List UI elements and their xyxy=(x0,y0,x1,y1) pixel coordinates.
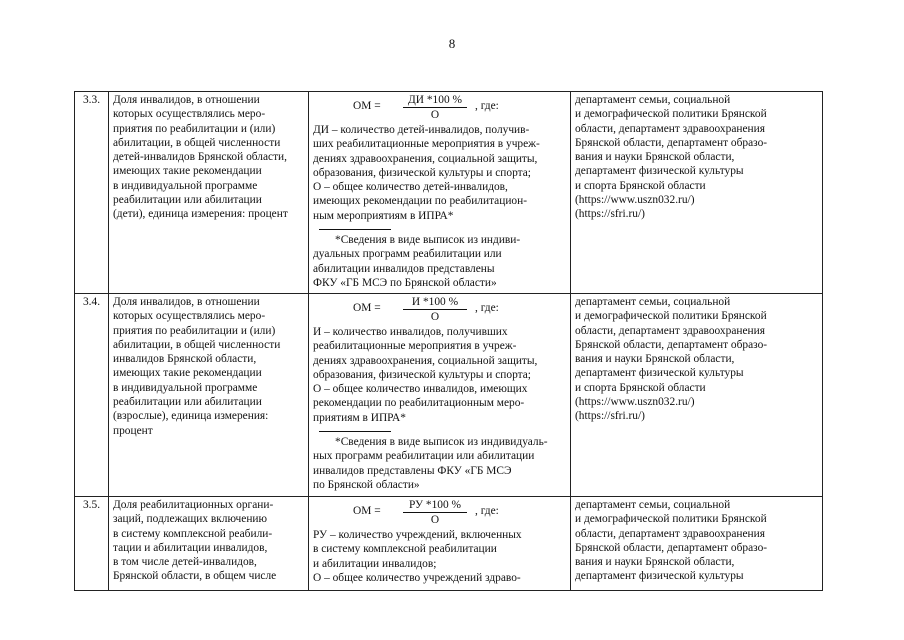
formula-description-line: ным мероприятиям в ИПРА* xyxy=(313,209,454,222)
formula-description-line: И – количество инвалидов, получивших xyxy=(313,326,508,338)
formula-description-line: реабилитационные мероприятия в учреж- xyxy=(313,340,517,353)
indicator-name-line: которых осуществлялись меро- xyxy=(113,310,266,323)
indicator-name-line: абилитации, в общей численности xyxy=(113,338,281,351)
data-source-line: области, департамент здравоохранения xyxy=(575,324,765,337)
formula-description-line: О – общее количество инвалидов, имеющих xyxy=(313,383,528,396)
footnote-line: абилитации инвалидов представлены xyxy=(313,262,495,275)
formula-suffix: , где: xyxy=(475,505,499,517)
footnote xyxy=(313,435,567,492)
indicator-name-line: тации и абилитации инвалидов, xyxy=(113,541,268,554)
indicator-number: 3.4. xyxy=(75,294,109,497)
formula-description-line: дениях здравоохранения, социальной защиты, xyxy=(313,354,538,367)
formula-description-line: РУ – количество учреждений, включенных xyxy=(313,529,522,541)
data-source-line: Брянской области, департамент образо- xyxy=(575,338,768,351)
data-source-line: департамент физической культуры xyxy=(575,367,744,380)
indicator-name-line: заций, подлежащих включению xyxy=(113,513,268,526)
formula-numerator: И *100 % xyxy=(403,295,467,310)
table-row xyxy=(75,294,823,497)
calculation-method-cell xyxy=(309,294,571,497)
footnote-line: инвалидов представлены ФКУ «ГБ МСЭ xyxy=(313,464,512,477)
formula-description-line: в систему комплексной реабилитации xyxy=(313,543,497,556)
footnote-line: по Брянской области» xyxy=(313,478,420,491)
indicator-number: 3.5. xyxy=(75,497,109,591)
indicator-name-cell xyxy=(109,497,309,591)
data-source-line: (https://sfri.ru/) xyxy=(575,410,645,423)
formula-description-line: О – общее количество детей-инвалидов, xyxy=(313,181,508,194)
data-source-line: департамент физической культуры xyxy=(575,570,744,583)
indicator-name-line: Доля инвалидов, в отношении xyxy=(113,94,260,106)
data-source-line: области, департамент здравоохранения xyxy=(575,527,765,540)
footnote-line: дуальных программ реабилитации или xyxy=(313,248,502,261)
data-source-line: и демографической политики Брянской xyxy=(575,513,767,526)
indicator-name-line: (взрослые), единица измерения: xyxy=(113,410,269,423)
footnote-line: ФКУ «ГБ МСЭ по Брянской области» xyxy=(313,276,497,289)
indicator-number: 3.3. xyxy=(75,92,109,294)
data-source-line: департамент семьи, социальной xyxy=(575,94,731,106)
indicator-name-line: приятия по реабилитации и (или) xyxy=(113,324,276,337)
formula-fraction xyxy=(403,498,467,528)
page-number: 8 xyxy=(448,36,456,51)
formula-suffix: , где: xyxy=(475,100,499,112)
footnote-rule xyxy=(319,431,391,432)
formula-description-line: приятиям в ИПРА* xyxy=(313,411,406,424)
formula-description-line: рекомендации по реабилитационным меро- xyxy=(313,397,525,410)
calculation-method-cell xyxy=(309,92,571,294)
data-source-line: и спорта Брянской области xyxy=(575,381,706,394)
footnote-line: ных программ реабилитации или абилитации xyxy=(313,450,535,463)
footnote xyxy=(313,233,567,290)
formula-fraction xyxy=(403,93,467,123)
data-source-cell xyxy=(571,294,823,497)
table-row xyxy=(75,92,823,294)
formula-description-line: О – общее количество учреждений здраво- xyxy=(313,571,521,584)
indicator-name-line: реабилитации или абилитации xyxy=(113,396,262,409)
formula-numerator: ДИ *100 % xyxy=(403,93,467,108)
formula-lhs: ОМ = xyxy=(353,100,381,112)
indicator-name-line: в индивидуальной программе xyxy=(113,179,258,192)
data-source-line: вания и науки Брянской области, xyxy=(575,151,735,164)
footnote-line: *Сведения в виде выписок из индиви- xyxy=(335,234,521,247)
formula-description-line: имеющих рекомендации по реабилитацион- xyxy=(313,195,528,208)
data-source-cell xyxy=(571,497,823,591)
indicator-name-line: которых осуществлялись меро- xyxy=(113,108,266,121)
data-source-line: Брянской области, департамент образо- xyxy=(575,541,768,554)
indicator-name-line: в систему комплексной реабили- xyxy=(113,527,273,540)
footnote-rule xyxy=(319,229,391,230)
data-source-line: и демографической политики Брянской xyxy=(575,310,767,323)
data-source-line: вания и науки Брянской области, xyxy=(575,353,735,366)
data-source-line: (https://sfri.ru/) xyxy=(575,208,645,221)
indicator-name-line: имеющих такие рекомендации xyxy=(113,367,262,380)
data-source-line: и спорта Брянской области xyxy=(575,179,706,192)
indicator-name-line: Брянской области, в общем числе xyxy=(113,570,277,583)
data-source-line: Брянской области, департамент образо- xyxy=(575,136,768,149)
indicators-table xyxy=(74,91,823,591)
indicator-name-line: процент xyxy=(113,424,153,437)
formula xyxy=(313,93,567,123)
indicator-name-line: Доля инвалидов, в отношении xyxy=(113,296,260,308)
formula-description-line: образования, физической культуры и спорта; xyxy=(313,166,531,179)
formula xyxy=(313,498,567,528)
formula-denominator: О xyxy=(430,109,440,122)
data-source-line: (https://www.uszn032.ru/) xyxy=(575,396,695,409)
formula-description-line: дениях здравоохранения, социальной защиты, xyxy=(313,152,538,165)
formula-fraction xyxy=(403,295,467,325)
formula-description-line: ших реабилитационные мероприятия в учреж- xyxy=(313,138,540,151)
data-source-line: департамент семьи, социальной xyxy=(575,296,731,308)
table-row xyxy=(75,497,823,591)
indicator-name-line: в том числе детей-инвалидов, xyxy=(113,556,257,569)
footnote-line: *Сведения в виде выписок из индивидуаль- xyxy=(335,436,548,449)
indicator-name-line: инвалидов Брянской области, xyxy=(113,353,257,366)
formula-suffix: , где: xyxy=(475,302,499,314)
formula xyxy=(313,295,567,325)
indicator-name-line: Доля реабилитационных органи- xyxy=(113,499,274,511)
formula-numerator: РУ *100 % xyxy=(403,498,467,513)
calculation-method-cell xyxy=(309,497,571,591)
data-source-line: вания и науки Брянской области, xyxy=(575,556,735,569)
indicator-name-line: приятия по реабилитации и (или) xyxy=(113,122,276,135)
data-source-line: области, департамент здравоохранения xyxy=(575,122,765,135)
indicator-name-line: реабилитации или абилитации xyxy=(113,194,262,207)
indicator-name-line: детей-инвалидов Брянской области, xyxy=(113,151,287,164)
formula-lhs: ОМ = xyxy=(353,505,381,517)
formula-lhs: ОМ = xyxy=(353,302,381,314)
indicator-name-cell xyxy=(109,92,309,294)
formula-description-line: образования, физической культуры и спорта; xyxy=(313,368,531,381)
data-source-line: (https://www.uszn032.ru/) xyxy=(575,194,695,207)
data-source-line: департамент физической культуры xyxy=(575,165,744,178)
indicator-name-line: (дети), единица измерения: процент xyxy=(113,208,288,221)
data-source-line: и демографической политики Брянской xyxy=(575,108,767,121)
formula-denominator: О xyxy=(430,514,440,527)
indicator-name-cell xyxy=(109,294,309,497)
indicator-name-line: в индивидуальной программе xyxy=(113,381,258,394)
formula-description-line: и абилитации инвалидов; xyxy=(313,557,437,570)
indicator-name-line: имеющих такие рекомендации xyxy=(113,165,262,178)
formula-description-line: ДИ – количество детей-инвалидов, получив- xyxy=(313,124,530,136)
data-source-line: департамент семьи, социальной xyxy=(575,499,731,511)
indicator-name-line: абилитации, в общей численности xyxy=(113,136,281,149)
data-source-cell xyxy=(571,92,823,294)
formula-denominator: О xyxy=(430,311,440,324)
